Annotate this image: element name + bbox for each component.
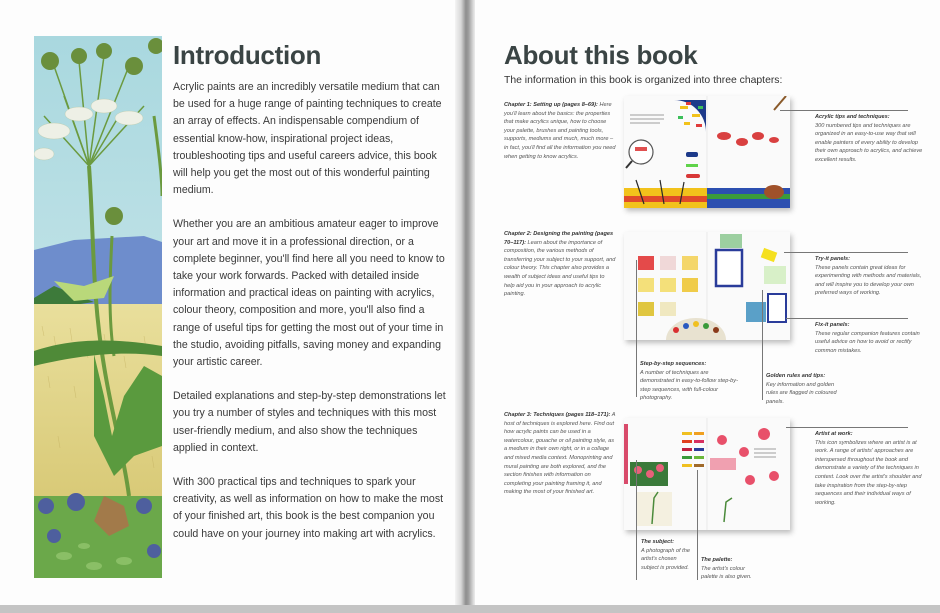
callout-title: Fix-it panels: xyxy=(815,322,850,328)
chapter-3-body: A host of techniques is explored here. Find out how acrylic paints can be used in a watercolour, gouache or oil painting style, as a medium in their own right, or in a collage and mixed media context. Monoprinting and mural painting are both explored, and the section finishes with information on completing your painting framing it, and making the most of your finished art. xyxy=(504,412,616,496)
painting-illustration xyxy=(34,36,162,578)
callout-line xyxy=(762,290,763,400)
chapter-2-title: Chapter 2: Designing the painting (pages 70–117): xyxy=(504,231,614,246)
callout-line xyxy=(786,427,908,428)
callout-body: A number of techniques are demonstrated in easy-to-follow step-by-step sequences, with full-colour photography. xyxy=(640,369,738,402)
page-bottom-edge xyxy=(0,605,940,613)
about-title: About this book xyxy=(504,40,698,70)
callout-line xyxy=(784,252,908,253)
callout-body: Key information and golden rules are flagged in coloured panels. xyxy=(766,381,837,405)
chapter-1-description xyxy=(504,101,616,161)
intro-paragraph: Acrylic paints are an incredibly versatile medium that can be used for a huge range of painting techniques to create an array of effects. An indispensable compendium of essential know-how, inspirational project ideas, troubleshooting tips and useful careers advice, this book will help you get the most out of this wonderful painting medium. xyxy=(173,81,442,197)
intro-paragraph: Detailed explanations and step-by-step demonstrations let you try a number of styles and techniques with this most user-friendly medium, and also show the techniques applied in context. xyxy=(173,390,446,454)
callout-body: The artist's colour palette is also given. xyxy=(701,565,752,581)
chapter-1-title: Chapter 1: Setting up (pages 8–69): xyxy=(504,102,598,108)
callout-title: Step-by-step sequences: xyxy=(640,361,707,367)
intro-paragraph: With 300 practical tips and techniques to spark your creativity, as well as information on how to make the most of your finished art, this book is the best companion you could have on your journey into making art with acrylics. xyxy=(173,476,444,540)
callout-line xyxy=(786,318,908,319)
callout-title: Golden rules and tips: xyxy=(766,373,826,379)
callout-title: Acrylic tips and techniques: xyxy=(815,114,890,120)
left-page xyxy=(0,0,463,607)
acrylic-tips-callout xyxy=(815,113,925,165)
golden-rules-callout xyxy=(766,372,846,406)
callout-body: A photograph of the artist's chosen subject is provided. xyxy=(641,547,690,571)
callout-body: These panels contain great ideas for experimenting with methods and materials, and will inspire you to develop your own preferred ways of working. xyxy=(815,264,922,297)
step-by-step-callout xyxy=(640,360,740,403)
callout-line xyxy=(636,260,637,397)
chapter-1-body: Here you'll learn about the basics: the properties that make acrylics unique, how to choose your palette, brushes and painting tools, supports, mediums and much, much more – in fact, you'll find all the information you need when getting to know acrylics. xyxy=(504,102,616,160)
introduction-title: Introduction xyxy=(173,40,322,70)
chapter-1-spread-thumbnail xyxy=(624,96,790,208)
callout-body: These regular companion features contain useful advice on how to avoid or rectify common mistakes. xyxy=(815,330,920,354)
fix-it-callout xyxy=(815,321,927,355)
cow-parsley-painting xyxy=(34,36,162,578)
callout-body: 300 numbered tips and techniques are organized in an easy-to-use way that will enable painters of every ability to develop their own approach to acrylics, and achieve excellent results. xyxy=(815,122,923,163)
palette-callout xyxy=(701,556,761,582)
chapter-3-title: Chapter 3: Techniques (pages 118–171): xyxy=(504,412,611,418)
intro-paragraph: Whether you are an ambitious amateur eager to improve your art and move it in a professional direction, or a complete beginner, you'll find here all you need to know to take your work forwards. Packed with detailed inside information and practical ideas on painting with acrylics, colour theory, composition and more, you'll also find a range of useful tips for getting the most out of your time in the studio, avoiding pitfalls, saving money and expanding your artistic career. xyxy=(173,218,445,369)
artist-at-work-callout xyxy=(815,430,927,507)
chapter-2-body: Learn about the importance of composition, the various methods of transferring your subject to your support, and colour theory. This chapter also provides a wealth of subject ideas and useful tips to help aid you in your approach to acrylic painting. xyxy=(504,239,616,298)
try-it-callout xyxy=(815,255,927,298)
about-subtitle: The information in this book is organized into three chapters: xyxy=(504,75,783,86)
subject-callout xyxy=(641,538,693,572)
callout-line xyxy=(780,110,908,111)
introduction-body xyxy=(173,79,453,560)
callout-title: Try-it panels: xyxy=(815,256,851,262)
chapter-2-spread-thumbnail xyxy=(624,232,790,340)
callout-line xyxy=(636,460,637,580)
callout-title: The palette: xyxy=(701,557,733,563)
callout-body: This icon symbolizes where an artist is at work. A range of artists' approaches are interspersed throughout the book and demonstrate a variety of the techniques in context. Look over the artist's shoulder and take inspiration from the step-by-step sequences and their individual ways of working. xyxy=(815,439,922,506)
chapter-2-description xyxy=(504,230,616,299)
chapter-3-spread-thumbnail xyxy=(624,418,790,530)
callout-title: The subject: xyxy=(641,539,674,545)
chapter-3-description xyxy=(504,411,616,497)
callout-line xyxy=(697,470,698,580)
callout-title: Artist at work: xyxy=(815,431,853,437)
